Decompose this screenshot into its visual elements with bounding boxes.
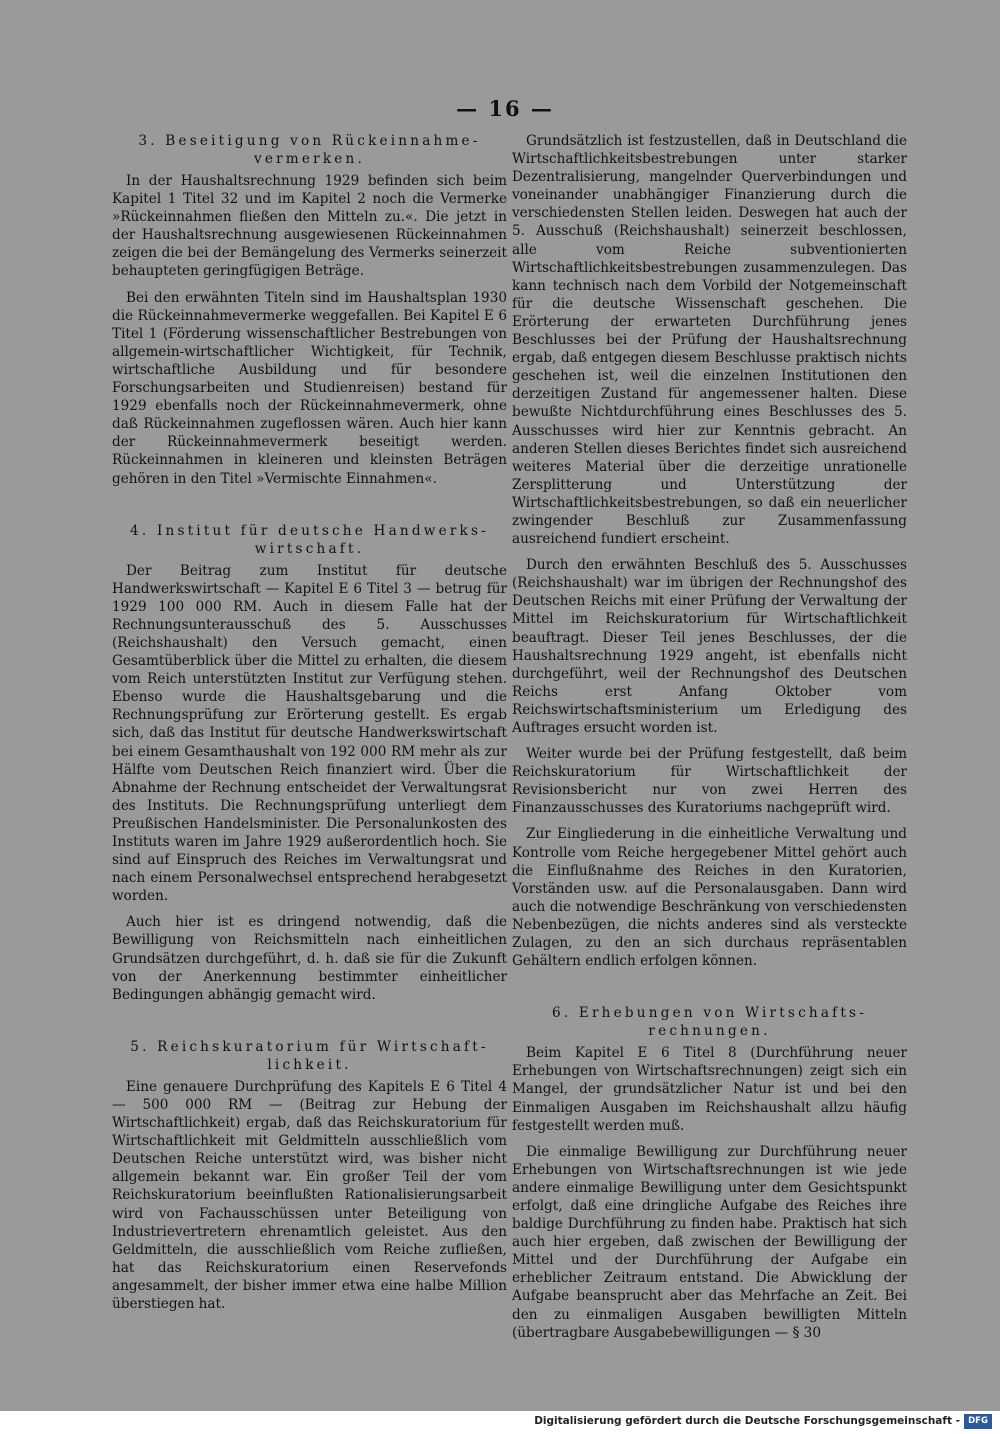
section-4-paragraph-2: Auch hier ist es dringend notwendig, daß die Bewilligung von Reichsmitteln nach einheitlichen Grundsätzen durchgeführt, d. h. daß sie für die Zukunft von der Anerkennung bestimmter einheitlicher Bedingungen abhängig gemacht wird. [112,914,507,1003]
dfg-logo-icon: DFG [964,1414,992,1429]
section-5-paragraph-1: Eine genauere Durchprüfung des Kapitels E 6 Titel 4 — 500 000 RM — (Beitrag zur Hebung der Wirtschaftlichkeit) ergab, daß das Reichskuratorium für Wirtschaftlichkeit mit Geldmitteln ausschließlich vom Deutschen Reiche unterstützt wird, was bisher nicht allgemein bekannt war. Ein großer Teil der vom Reichskuratorium beeinflußten Rationalisierungsarbeit wird von Fachausschüssen unter Beteiligung von Industrievertretern ehrenamtlich geleistet. Aus den Geldmitteln, die ausschließlich vom Reiche zufließen, hat das Reichskuratorium einen Reservefonds angesammelt, der bisher immer etwa eine halbe Million überstiegen hat. [112,1078,507,1312]
section-3-paragraph-1: In der Haushaltsrechnung 1929 befinden sich beim Kapitel 1 Titel 32 und im Kapitel 2 noch die Vermerke »Rückeinnahmen fließen den Mitteln zu.«. Die jetzt in der Haushaltsrechnung ausgewiesenen Rückeinnahmen zeigen die bei der Bemängelung des Vermerks seinerzeit behaupteten geringfügigen Beträge. [112,173,507,280]
section-3-heading: 3. Beseitigung von Rückeinnahme-vermerken. [138,133,481,167]
footer-credit: Digitalisierung gefördert durch die Deutsche Forschungsgemeinschaft - [534,1415,960,1427]
page-number: — 16 — [456,96,554,121]
section-6-paragraph-1: Beim Kapitel E 6 Titel 8 (Durchführung neuer Erhebungen von Wirtschaftsrechnungen) zeigt sich ein Mangel, der grundsätzlicher Natur ist und bei den Einmaligen Ausgaben im Reichshaushalt allzu häufig festgestellt werden muß. [512,1045,907,1134]
right-column [512,132,907,1350]
right-paragraph-4: Zur Eingliederung in die einheitliche Verwaltung und Kontrolle vom Reiche hergegebener Mittel gehört auch die Einflußnahme des Reiches in den Kuratorien, Vorständen usw. auf die Personalausgaben. Dann wird auch die notwendige Beschränkung von verschiedensten Nebenbezügen, die nichts anderes sind als versteckte Zulagen, zu den an sich durchaus repräsentablen Gehältern endlich erfolgen können. [512,826,907,970]
section-4-paragraph-1: Der Beitrag zum Institut für deutsche Handwerkswirtschaft — Kapitel E 6 Titel 3 — betrug für 1929 100 000 RM. Auch in diesem Falle hat der Rechnungsunterausschuß des 5. Ausschusses (Reichshaushalt) den Versuch gemacht, einen Gesamtüberblick über die Mittel zu erhalten, die diesem vom Reich unterstützten Institut zur Verfügung stehen. Ebenso wurde die Haushaltsgebarung und die Rechnungsprüfung zur Erörterung gestellt. Es ergab sich, daß das Institut für deutsche Handwerkswirtschaft bei einem Gesamthaushalt von 192 000 RM mehr als zur Hälfte vom Deutschen Reich finanziert wird. Über die Abnahme der Rechnung entscheidet der Verwaltungsrat des Instituts. Die Rechnungsprüfung unterliegt dem Preußischen Handelsminister. Die Personalunkosten des Instituts waren im Jahre 1929 außerordentlich hoch. Sie sind auf Einspruch des Reiches im Verwaltungsrat und nach einem Personalwechsel entsprechend herabgesetzt worden. [112,562,507,905]
section-6-paragraph-2: Die einmalige Bewilligung zur Durchführung neuer Erhebungen von Wirtschaftsrechnungen ist wie jede andere einmalige Bewilligung unter dem Gesichtspunkt erfolgt, daß eine dringliche Aufgabe des Reiches ihre baldige Durchführung zu finden habe. Praktisch hat sich auch hier ergeben, daß zwischen der Bewilligung der Mittel und der Durchführung der Aufgabe ein erheblicher Zeitraum entstand. Die Abwicklung der Aufgabe beansprucht aber das Mehrfache an Zeit. Bei den zu einmaligen Ausgaben bewilligten Mitteln (übertragbare Ausgabebewilligungen — § 30 [512,1143,907,1341]
right-paragraph-1: Grundsätzlich ist festzustellen, daß in Deutschland die Wirtschaftlichkeitsbestrebungen unter starker Dezentralisierung, mangelnder Querverbindungen und voneinander unabhängiger Finanzierung durch die verschiedensten Stellen leiden. Deswegen hat auch der 5. Ausschuß (Reichshaushalt) seinerzeit beschlossen, alle vom Reiche subventionierten Wirtschaftlichkeitsbestrebungen zusammenzulegen. Das kann technisch nach dem Vorbild der Notgemeinschaft für die deutsche Wissenschaft geschehen. Die Erörterung der erwarteten Durchführung jenes Beschlusses bei der Prüfung der Haushaltsrechnung ergab, daß entgegen diesem Beschlusse praktisch nichts geschehen ist, weil die einzelnen Institutionen den derzeitigen Zustand für angemessener halten. Diese bewußte Nichtdurchführung eines Beschlusses des 5. Ausschusses wird hier zur Kenntnis gebracht. An anderen Stellen dieses Berichtes findet sich ausreichend weiteres Material über die derzeitige unrationelle Zersplitterung und Unterstützung der Wirtschaftlichkeitsbestrebungen, so daß ein neuerlicher zwingender Beschluß zur Zusammenfassung ausreichend fundiert erscheint. [512,133,907,548]
section-3-paragraph-2: Bei den erwähnten Titeln sind im Haushaltsplan 1930 die Rückeinnahmevermerke weggefallen. Bei Kapitel E 6 Titel 1 (Förderung wissenschaftlicher Bestrebungen von allgemein-wirtschaftlicher Wichtigkeit, für Technik, wirtschaftliche Ausbildung und für besondere Forschungsarbeiten und Studienreisen) bestand für 1929 ebenfalls noch der Rückeinnahmevermerk, ohne daß Rückeinnahmen zugeflossen wären. Auch hier kann der Rückeinnahmevermerk beseitigt werden. Rückeinnahmen in kleineren und kleinsten Beträgen gehören in den Titel »Vermischte Einnahmen«. [112,289,507,487]
footer-bar [0,1411,1000,1434]
right-paragraph-2: Durch den erwähnten Beschluß des 5. Ausschusses (Reichshaushalt) war im übrigen der Rechnungshof des Deutschen Reichs mit einer Prüfung der Verwaltung der Mittel im Reichskuratorium für Wirtschaftlichkeit beauftragt. Dieser Teil jenes Beschlusses, der die Haushaltsrechnung 1929 angeht, ist ebenfalls nicht durchgeführt, weil der Rechnungshof des Deutschen Reichs erst Anfang Oktober vom Reichswirtschaftsministerium um Erledigung des Auftrages ersucht worden ist. [512,557,907,736]
left-column [112,132,507,1321]
right-paragraph-3: Weiter wurde bei der Prüfung festgestellt, daß beim Reichskuratorium für Wirtschaftlichkeit der Revisionsbericht nur von zwei Herren des Finanzausschusses des Kuratoriums nachgeprüft wird. [512,746,907,817]
section-5-heading: 5. Reichskuratorium für Wirtschaft-lichkeit. [130,1038,489,1073]
section-6-heading: 6. Erhebungen von Wirtschafts-rechnungen. [551,1005,868,1040]
section-4-heading: 4. Institut für deutsche Handwerks-wirtschaft. [130,522,489,557]
